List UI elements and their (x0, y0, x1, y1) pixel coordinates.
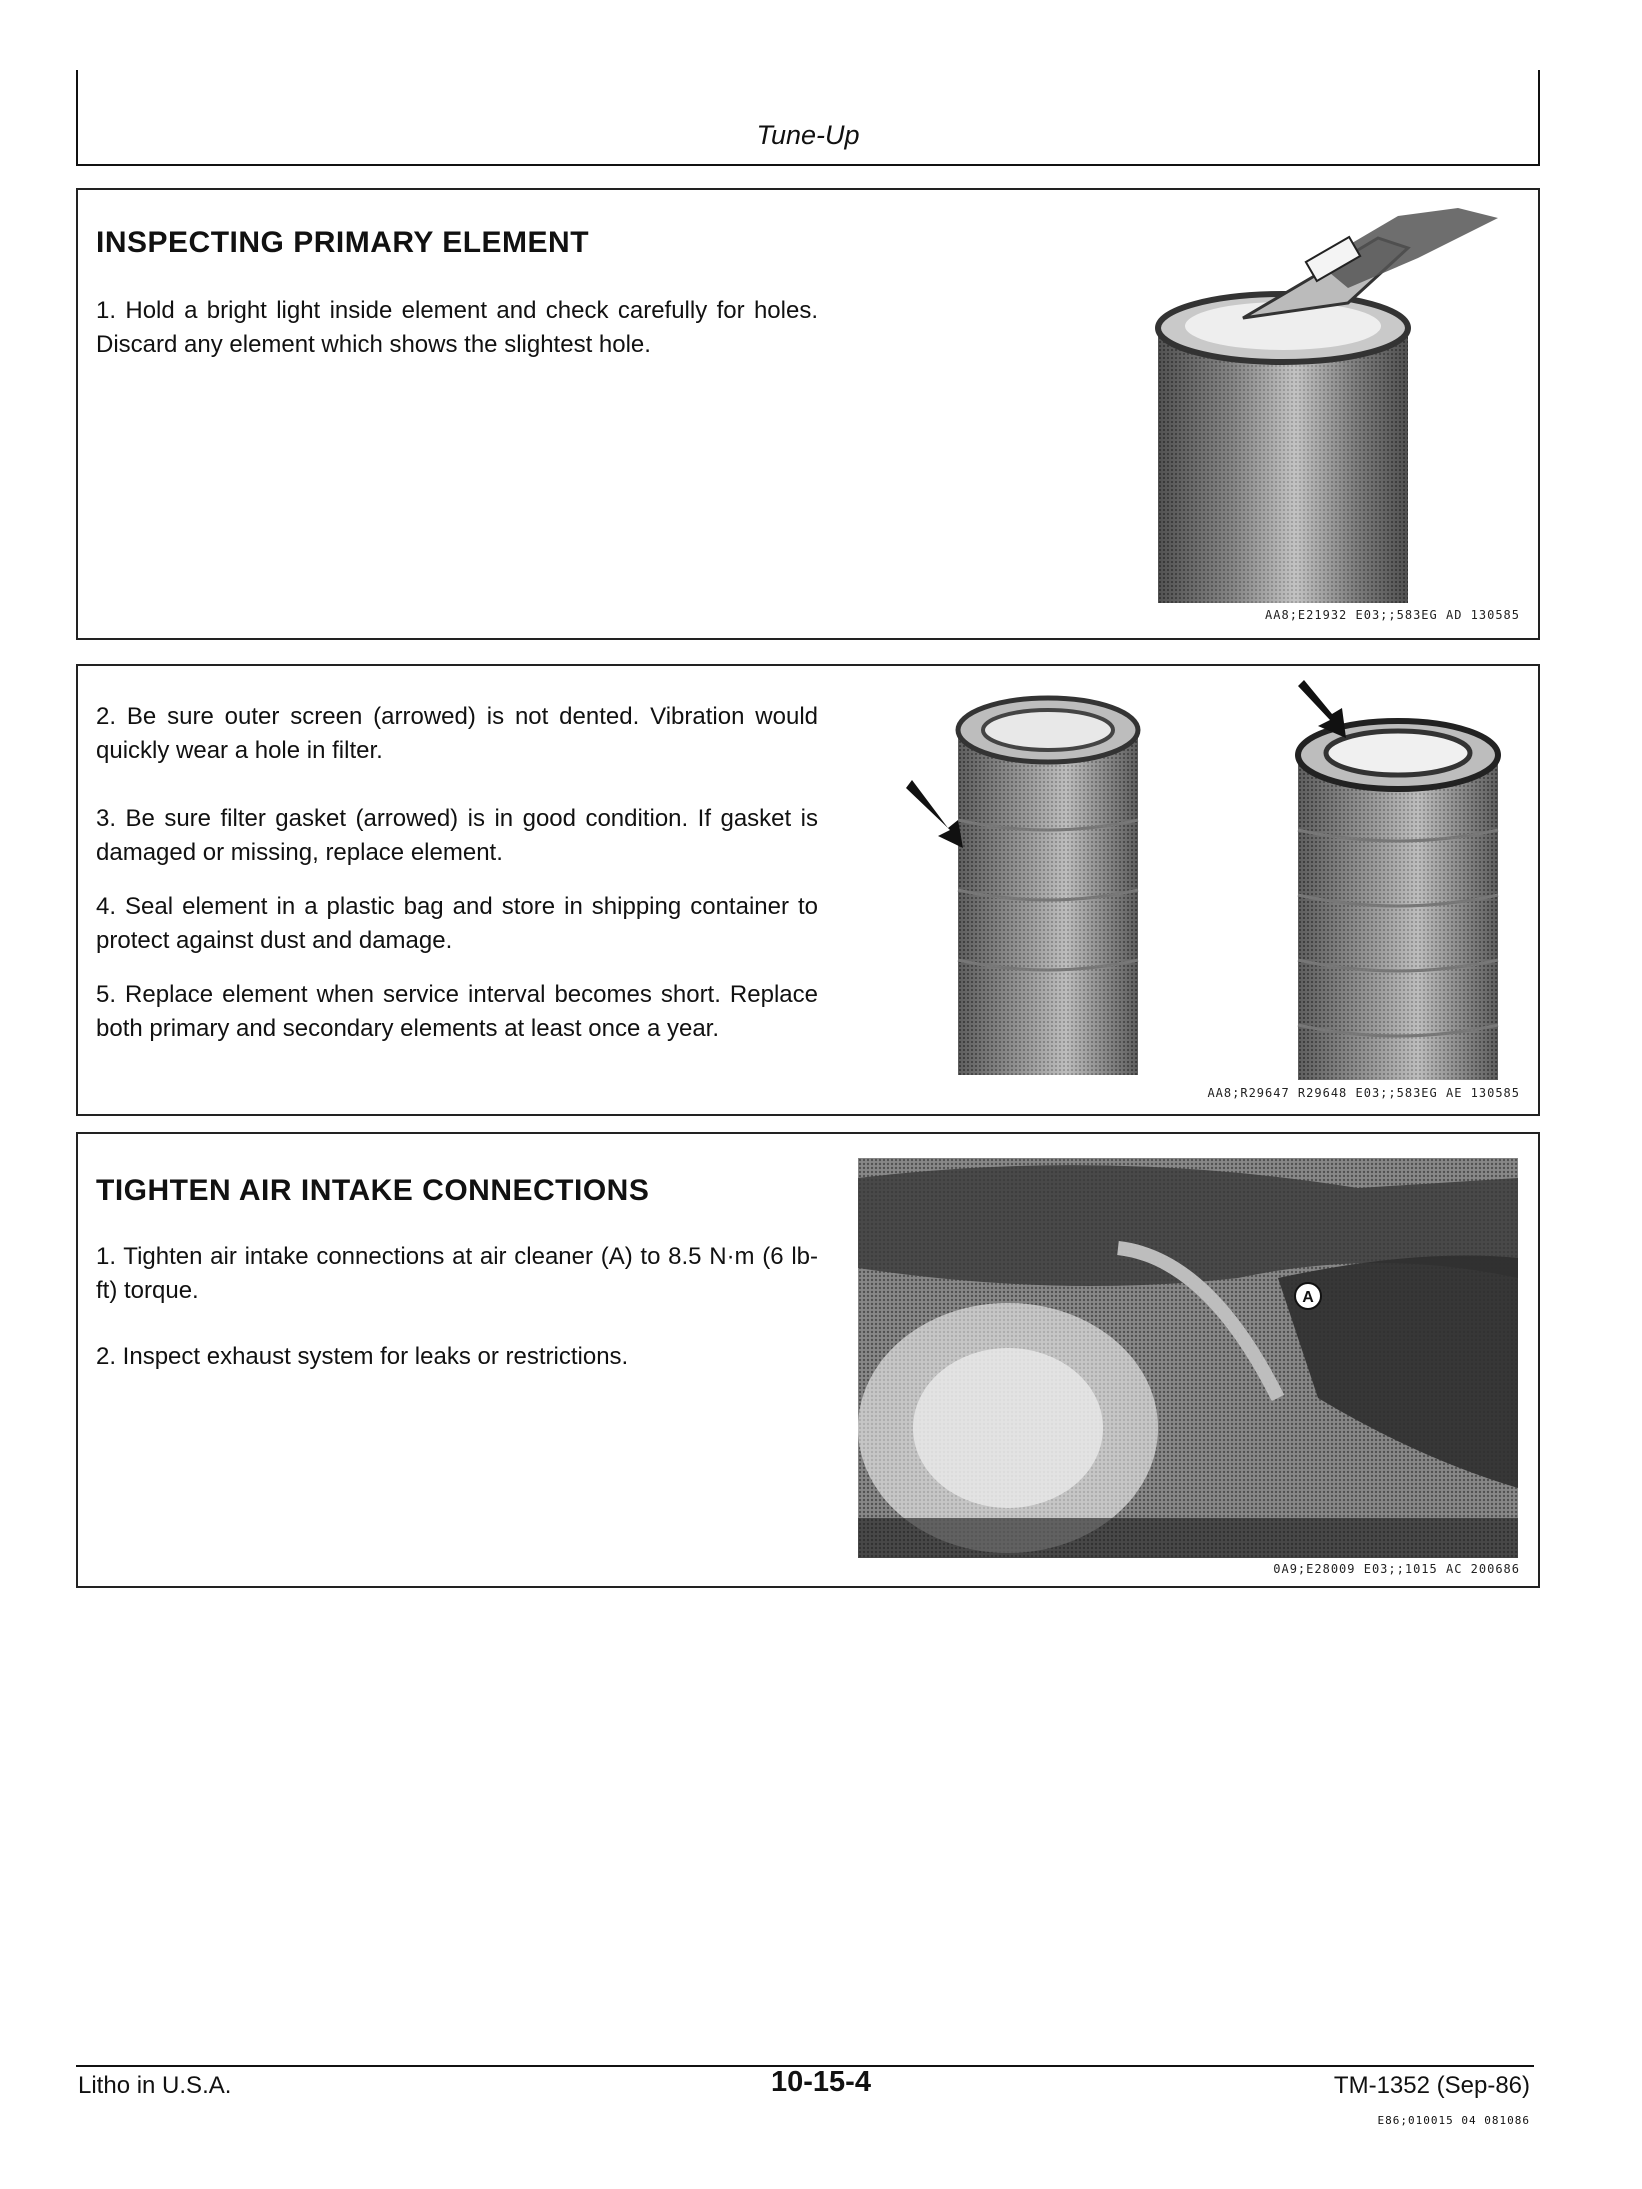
figure-reference: 0A9;E28009 E03;;1015 AC 200686 (1273, 1562, 1520, 1576)
step-paragraph: 3. Be sure filter gasket (arrowed) is in good condition. If gasket is damaged or missing, replace element. (96, 805, 818, 866)
manual-id: TM-1352 (Sep-86) (1333, 2072, 1530, 2099)
running-header: Tune-Up (756, 120, 860, 150)
air-cleaner-photo (858, 1158, 1518, 1558)
figure-reference: AA8;E21932 E03;;583EG AD 130585 (1265, 608, 1520, 622)
outer-screen-filter-image (906, 698, 1138, 1075)
page-number: 10-15-4 (771, 2066, 871, 2098)
step-paragraph: 1. Hold a bright light inside element and check carefully for holes. Discard any element which shows the slightest hole. (96, 297, 818, 358)
filter-element-inspection-photo (1078, 208, 1558, 608)
step-paragraph: 5. Replace element when service interval becomes short. Replace both primary and secondary elements at least once a year. (96, 981, 818, 1042)
section-tighten-air-intake (76, 1132, 1540, 1588)
footer-printed-location: Litho in U.S.A. (78, 2072, 232, 2099)
section-inspecting-primary-element (76, 188, 1540, 640)
callout-label-a: A (1302, 1289, 1314, 1306)
step-paragraph: 1. Tighten air intake connections at air cleaner (A) to 8.5 N·m (6 lb-ft) torque. (96, 1243, 818, 1304)
section-heading: TIGHTEN AIR INTAKE CONNECTIONS (96, 1174, 650, 1207)
step-paragraph: 4. Seal element in a plastic bag and store in shipping container to protect against dust and damage. (96, 893, 818, 954)
step-paragraph: 2. Inspect exhaust system for leaks or restrictions. (96, 1343, 629, 1370)
step-paragraph: 2. Be sure outer screen (arrowed) is not dented. Vibration would quickly wear a hole in filter. (96, 703, 818, 764)
header-frame (76, 70, 1540, 166)
gasket-filter-image (1298, 680, 1498, 1080)
section-heading: INSPECTING PRIMARY ELEMENT (96, 226, 590, 259)
filter-screen-and-gasket-photos (878, 680, 1528, 1090)
section-filter-condition (76, 664, 1540, 1116)
figure-reference: AA8;R29647 R29648 E03;;583EG AE 130585 (1207, 1086, 1520, 1100)
footer-code: E86;010015 04 081086 (1377, 2114, 1530, 2127)
